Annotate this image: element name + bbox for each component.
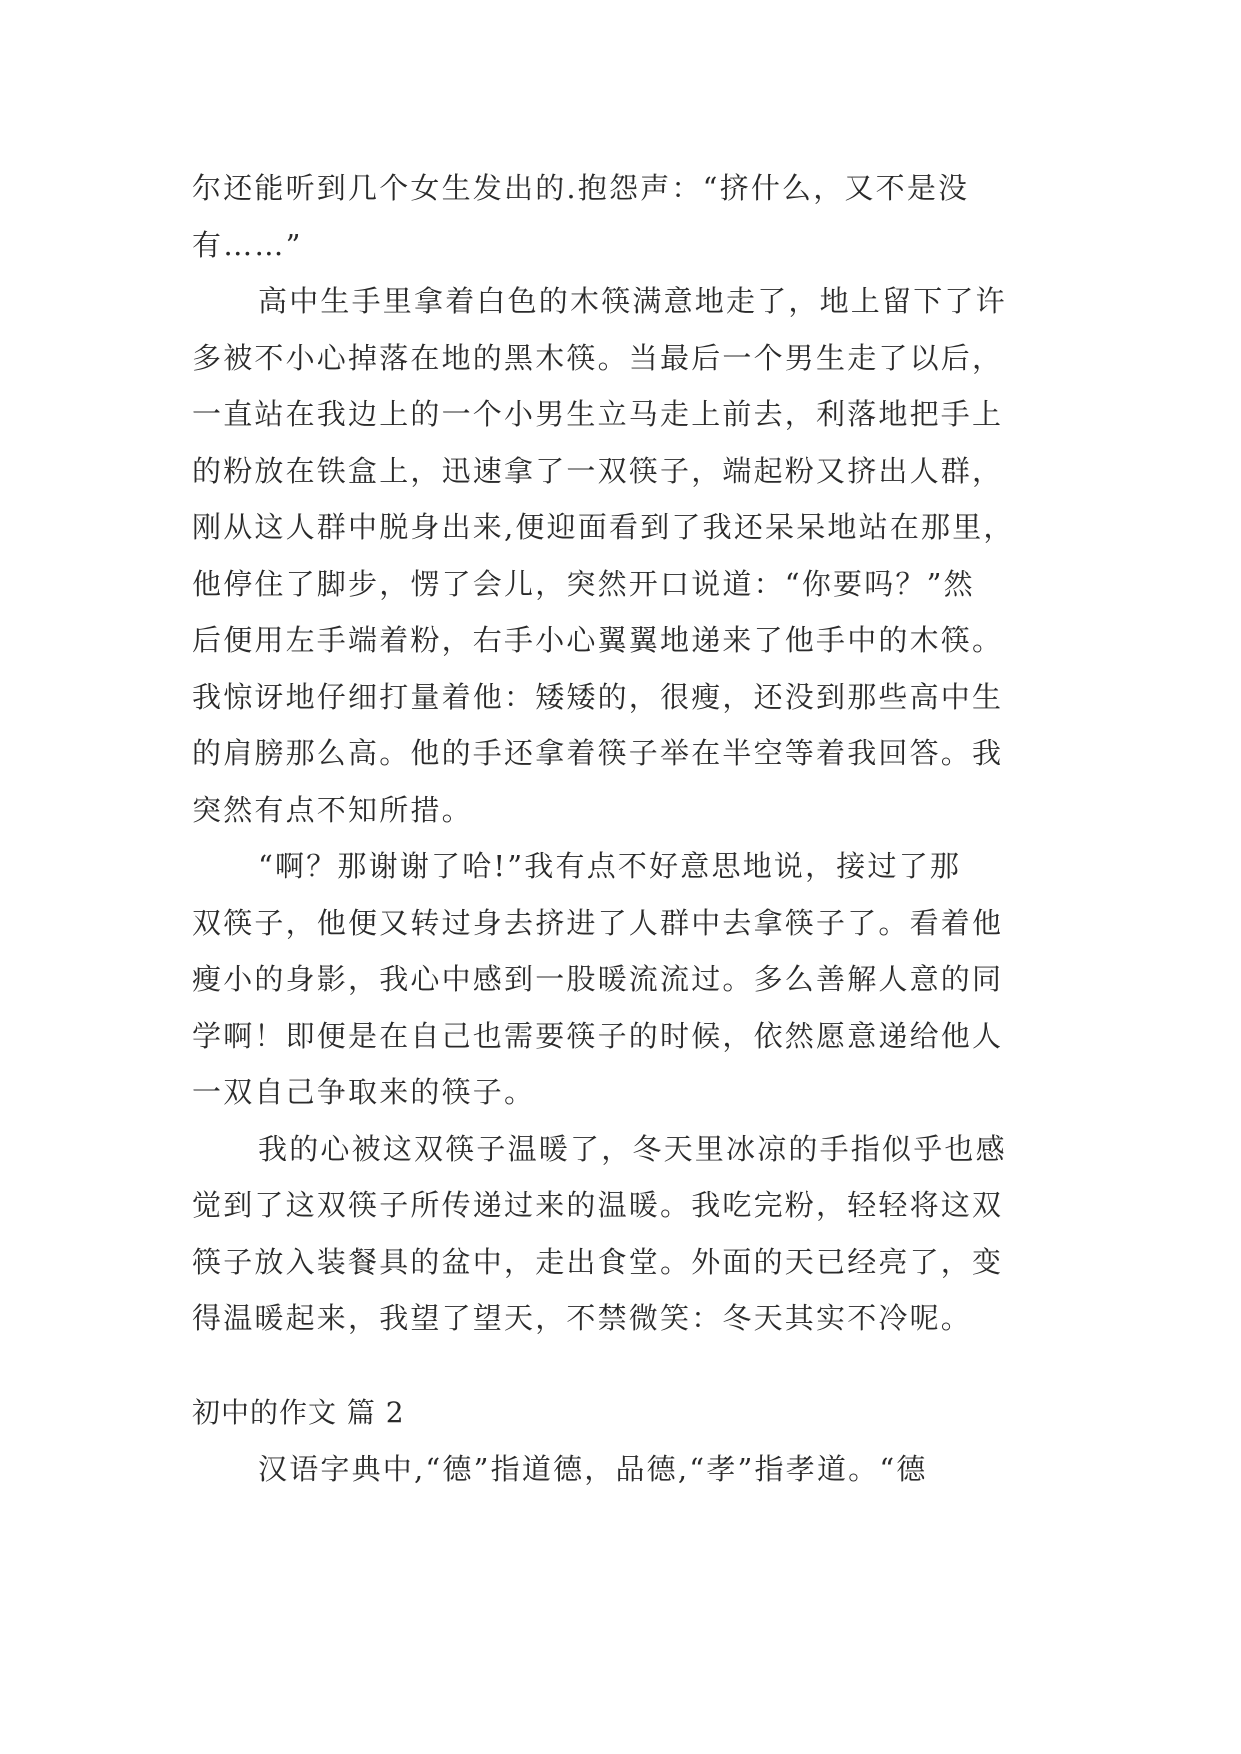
document-page: [192, 160, 1052, 1498]
section-heading: 初中的作文 篇 2: [192, 1395, 405, 1429]
text-line: 学啊！即便是在自己也需要筷子的时候，依然愿意递给他人: [192, 1018, 1004, 1053]
text-line: 尔还能听到几个女生发出的.抱怨声：“挤什么，又不是没: [192, 171, 970, 205]
paragraph-start-line: 汉语字典中,“德”指道德，品德,“孝”指孝道。“德: [258, 1452, 928, 1486]
text-line: 筷子放入装餐具的盆中，走出食堂。外面的天已经亮了，变: [192, 1244, 1004, 1279]
text-line: 刚从这人群中脱身出来,便迎面看到了我还呆呆地站在那里，: [192, 510, 1015, 544]
text-line: 一双自己争取来的筷子。: [192, 1075, 536, 1109]
text-line: 得温暖起来，我望了望天，不禁微笑：冬天其实不冷呢。: [192, 1301, 973, 1335]
text-line: 瘦小的身影，我心中感到一股暖流流过。多么善解人意的同: [192, 962, 1004, 996]
text-line: 双筷子，他便又转过身去挤进了人群中去拿筷子了。看着他: [192, 905, 1004, 940]
text-line: 的粉放在铁盒上，迅速拿了一双筷子，端起粉又挤出人群，: [192, 453, 1004, 488]
text-line: 后便用左手端着粉，右手小心翼翼地递来了他手中的木筷。: [192, 623, 1004, 657]
text-line: 觉到了这双筷子所传递过来的温暖。我吃完粉，轻轻将这双: [192, 1188, 1004, 1222]
text-line: 突然有点不知所措。: [192, 792, 473, 827]
paragraph-start-line: 我的心被这双筷子温暖了，冬天里冰凉的手指似乎也感: [258, 1131, 1007, 1166]
text-line: 一直站在我边上的一个小男生立马走上前去，利落地把手上: [192, 397, 1004, 431]
text-line: 他停住了脚步，愣了会儿，突然开口说道：“你要吗？”然: [192, 566, 975, 601]
text-line: 多被不小心掉落在地的黑木筷。当最后一个男生走了以后，: [192, 340, 1004, 375]
text-line: 的肩膀那么高。他的手还拿着筷子举在半空等着我回答。我: [192, 736, 1004, 770]
section-spacer: [192, 1347, 1052, 1385]
paragraph-start-line: 高中生手里拿着白色的木筷满意地走了，地上留下了许: [258, 284, 1007, 318]
text-line: 有……”: [192, 227, 303, 262]
text-line: 我惊讶地仔细打量着他：矮矮的，很瘦，还没到那些高中生: [192, 679, 1004, 714]
paragraph-start-line: “啊？那谢谢了哈!”我有点不好意思地说，接过了那: [258, 849, 962, 883]
